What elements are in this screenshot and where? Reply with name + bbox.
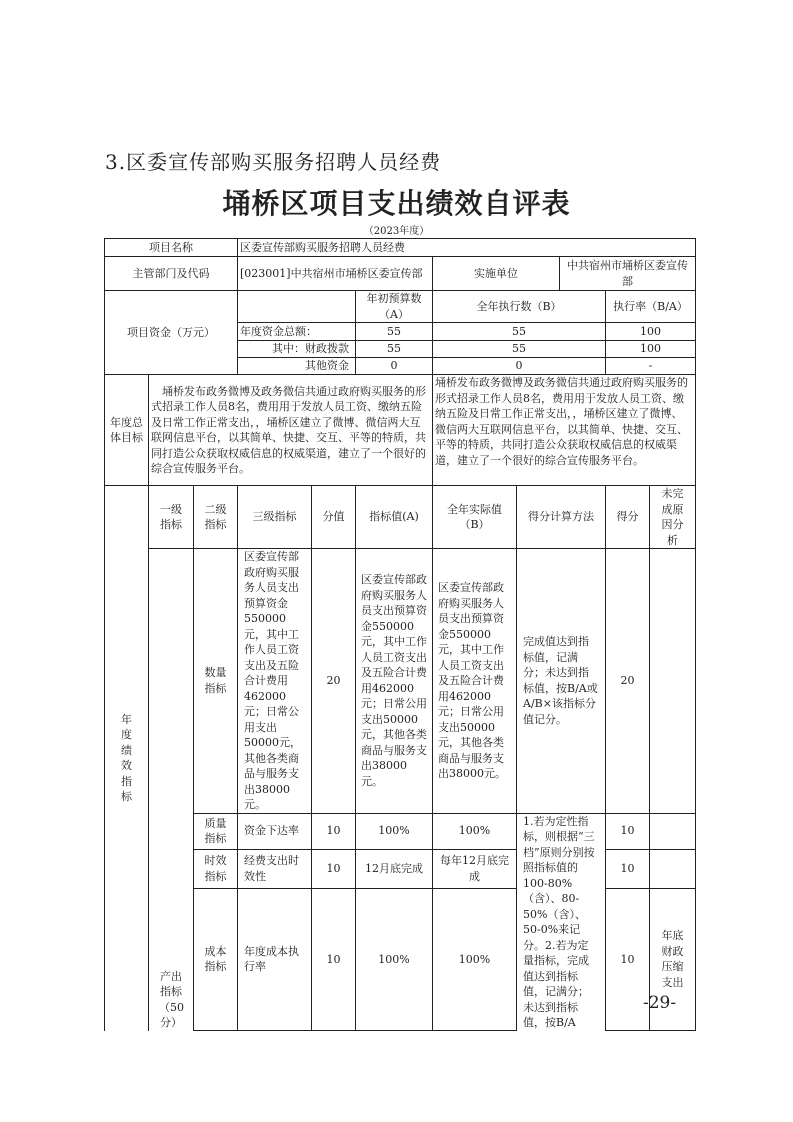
level1: 产出指标（50分） bbox=[149, 549, 194, 1031]
funds-row-a: 0 bbox=[356, 358, 433, 375]
score: 10 bbox=[606, 888, 650, 1030]
performance-table bbox=[104, 238, 696, 1031]
funds-row-name: 年度资金总额： bbox=[238, 323, 356, 341]
header-level2: 二级指标 bbox=[194, 486, 238, 549]
funds-row-rate: 100 bbox=[606, 341, 696, 358]
perf-row bbox=[105, 549, 696, 814]
actual: 每年12月底完成 bbox=[433, 849, 517, 888]
funds-row-b: 55 bbox=[433, 323, 606, 341]
level3: 资金下达率 bbox=[238, 813, 312, 849]
reason bbox=[650, 549, 696, 814]
score-value: 10 bbox=[312, 849, 356, 888]
actual: 100% bbox=[433, 888, 517, 1030]
score: 10 bbox=[606, 849, 650, 888]
perf-row bbox=[105, 888, 696, 1030]
page-number: -29- bbox=[643, 993, 677, 1013]
funds-row-name: 其他资金 bbox=[238, 358, 356, 375]
reason bbox=[650, 813, 696, 849]
level3: 经费支出时效性 bbox=[238, 849, 312, 888]
goal-planned: 埇桥发布政务微博及政务微信共通过政府购买服务的形式招录工作人员8名，费用用于发放人员工资、缴纳五险及日常工作正常支出，，埇桥区建立了微博、微信两大互联网信息平台，以其简单、快捷、交互、平等的特质，共同打造公众获取权威信息的权威渠道，建立了一个很好的综合宣传服务平台。 bbox=[149, 375, 433, 486]
score: 20 bbox=[606, 549, 650, 814]
level2: 成本指标 bbox=[194, 888, 238, 1030]
project-label: 项目名称 bbox=[105, 239, 238, 257]
funds-row-b: 0 bbox=[433, 358, 606, 375]
level2: 质量指标 bbox=[194, 813, 238, 849]
actual: 100% bbox=[433, 813, 517, 849]
target: 12月底完成 bbox=[356, 849, 433, 888]
funds-header-row bbox=[105, 291, 696, 323]
target: 100% bbox=[356, 813, 433, 849]
header-reason: 未完成原因分析 bbox=[650, 486, 696, 549]
perf-row bbox=[105, 849, 696, 888]
header-method: 得分计算方法 bbox=[517, 486, 606, 549]
header-score: 得分 bbox=[606, 486, 650, 549]
year-label: （2023年度） bbox=[363, 226, 430, 237]
funds-row-rate: - bbox=[606, 358, 696, 375]
perf-label: 年度绩效指标 bbox=[105, 486, 149, 1031]
actual: 区委宣传部政府购买服务人员支出预算资金550000元，其中工作人员工资支出及五险合计费用462000元；日常公用支出50000元，其他各类商品与服务支出38000元。 bbox=[433, 549, 517, 814]
funds-row-a: 55 bbox=[356, 323, 433, 341]
header-actual: 全年实际值（B） bbox=[433, 486, 517, 549]
header-target: 指标值(A) bbox=[356, 486, 433, 549]
goal-row bbox=[105, 375, 696, 486]
level2: 时效指标 bbox=[194, 849, 238, 888]
department-row bbox=[105, 257, 696, 291]
shared-method: 1.若为定性指标，则根据“三档”原则分别按照指标值的100-80%（含）、80-50%（含）、50-0%来记分。2.若为定量指标，完成值达到指标值，记满分；未达到指标值，按B/A bbox=[517, 813, 606, 1031]
funds-row-a: 55 bbox=[356, 341, 433, 358]
department-value: [023001]中共宿州市埇桥区委宣传部 bbox=[238, 257, 433, 291]
perf-header-row bbox=[105, 486, 696, 549]
funds-header-blank bbox=[238, 291, 356, 323]
funds-row-rate: 100 bbox=[606, 323, 696, 341]
target: 100% bbox=[356, 888, 433, 1030]
department-label: 主管部门及代码 bbox=[105, 257, 238, 291]
goal-actual: 埇桥发布政务微博及政务微信共通过政府购买服务的形式招录工作人员8名，费用用于发放人员工资、缴纳五险及日常工作正常支出，，埇桥区建立了微博、微信两大互联网信息平台，以其简单、快捷、交互、平等的特质，共同打造公众获取权威信息的权威渠道，建立了一个很好的综合宣传服务平台。 bbox=[433, 375, 696, 486]
header-level1: 一级指标 bbox=[149, 486, 194, 549]
funds-row-name: 其中：财政拨款 bbox=[238, 341, 356, 358]
project-value: 区委宣传部购买服务招聘人员经费 bbox=[238, 239, 696, 257]
method: 完成值达到指标值，记满分；未达到指标值，按B/A或A/B×该指标分值记分。 bbox=[517, 549, 606, 814]
target: 区委宣传部政府购买服务人员支出预算资金550000元，其中工作人员工资支出及五险合计费用462000元；日常公用支出50000元，其他各类商品与服务支出38000元。 bbox=[356, 549, 433, 814]
level2: 数量指标 bbox=[194, 549, 238, 814]
score-value: 10 bbox=[312, 888, 356, 1030]
funds-label: 项目资金（万元） bbox=[105, 291, 238, 375]
funds-header-rate: 执行率（B/A） bbox=[606, 291, 696, 323]
section-heading: 3.区委宣传部购买服务招聘人员经费 bbox=[105, 150, 442, 174]
page-title: 埇桥区项目支出绩效自评表 bbox=[222, 187, 571, 220]
perf-row bbox=[105, 813, 696, 849]
project-row bbox=[105, 239, 696, 257]
score-value: 20 bbox=[312, 549, 356, 814]
impl-value: 中共宿州市埇桥区委宣传部 bbox=[560, 257, 696, 291]
impl-label: 实施单位 bbox=[433, 257, 560, 291]
reason: 年底财政压缩支出 bbox=[650, 888, 696, 1030]
header-score-value: 分值 bbox=[312, 486, 356, 549]
funds-row-b: 55 bbox=[433, 341, 606, 358]
level3: 年度成本执行率 bbox=[238, 888, 312, 1030]
reason bbox=[650, 849, 696, 888]
header-level3: 三级指标 bbox=[238, 486, 312, 549]
score-value: 10 bbox=[312, 813, 356, 849]
funds-header-b: 全年执行数（B） bbox=[433, 291, 606, 323]
goal-label: 年度总体目标 bbox=[105, 375, 149, 486]
score: 10 bbox=[606, 813, 650, 849]
level3: 区委宣传部政府购买服务人员支出预算资金550000元，其中工作人员工资支出及五险合计费用462000元；日常公用支出50000元，其他各类商品与服务支出38000元。 bbox=[238, 549, 312, 814]
funds-header-a: 年初预算数（A） bbox=[356, 291, 433, 323]
